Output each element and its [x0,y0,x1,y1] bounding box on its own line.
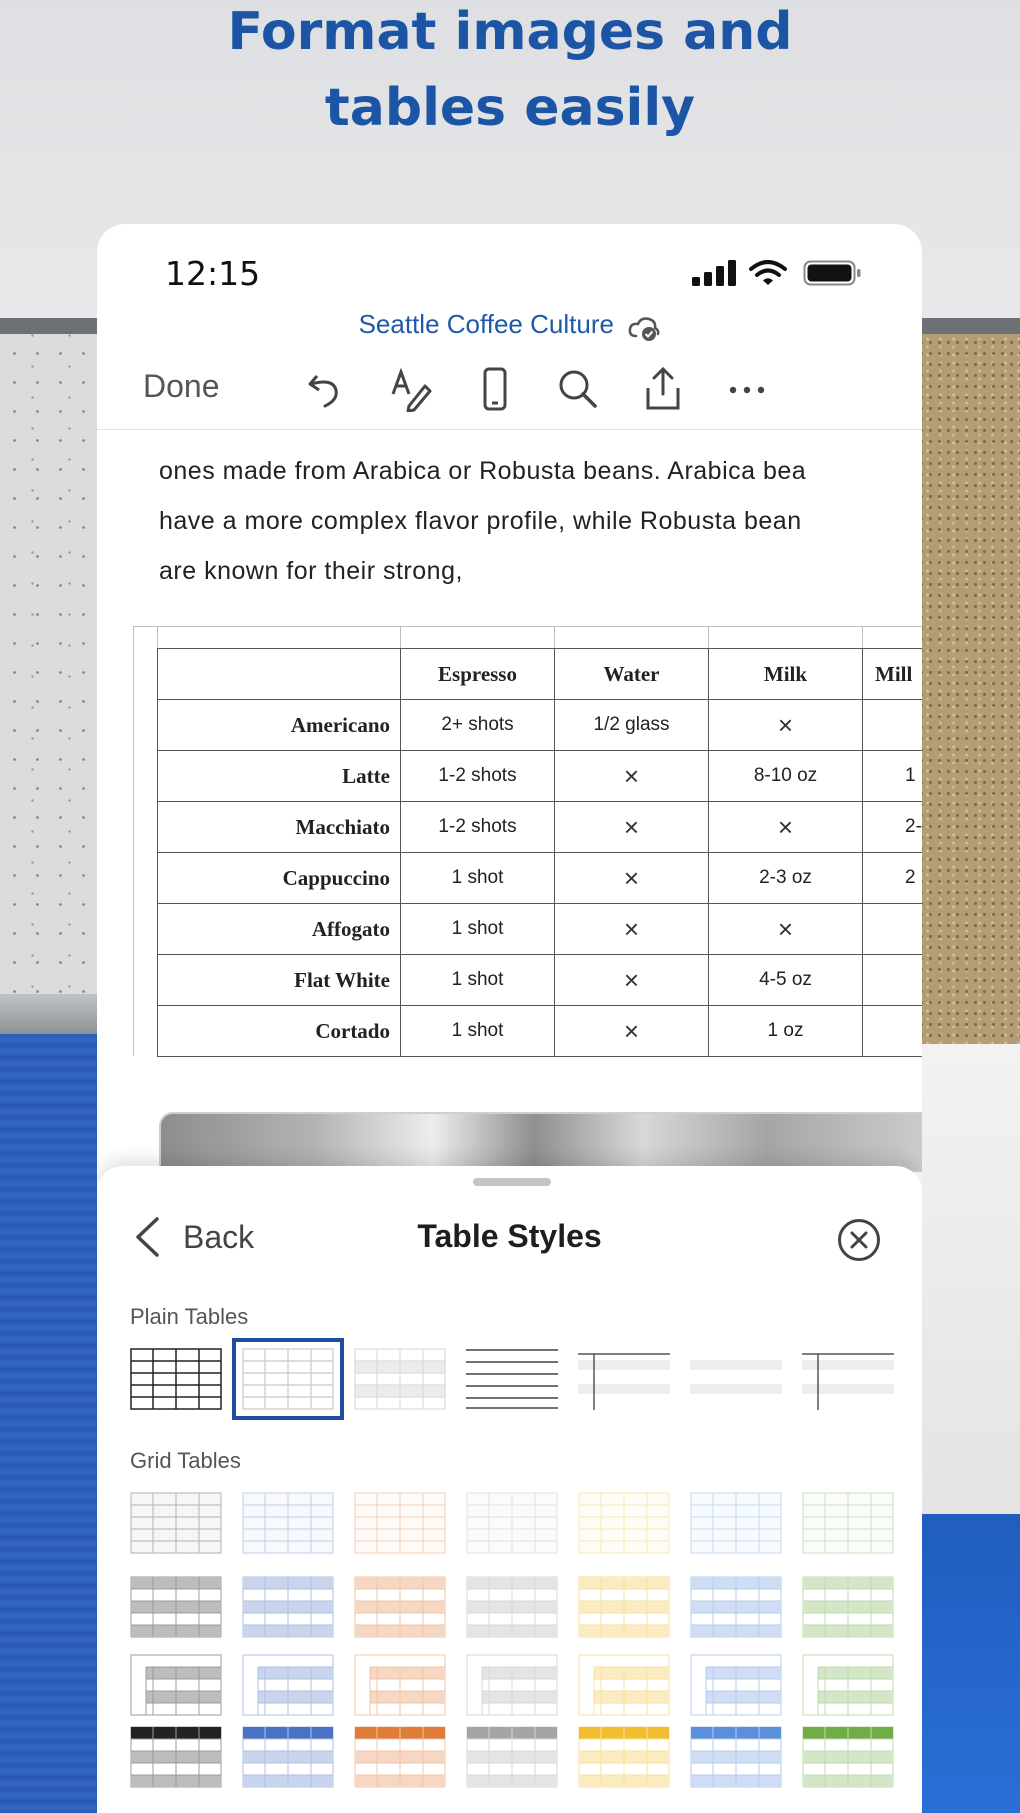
body-line[interactable]: are known for their strong, [159,557,463,585]
grid-tables-row [130,1726,900,1796]
status-time: 12:15 [165,254,261,293]
table-cell[interactable]: 1 [863,751,923,802]
table-style-swatch[interactable] [466,1726,558,1788]
backdrop-corkboard [915,334,1020,1044]
table-cell[interactable]: 2- [863,802,923,853]
table-row [158,853,923,904]
table-style-swatch[interactable] [130,1726,222,1788]
table-cell[interactable]: 1-2 shots [401,751,555,802]
table-row-label[interactable]: Affogato [158,904,401,955]
table-row-label[interactable]: Latte [158,751,401,802]
table-row-label[interactable]: Cappuccino [158,853,401,904]
table-cell[interactable]: 1 shot [401,1006,555,1057]
table-style-swatch[interactable] [802,1654,894,1716]
status-bar [97,224,922,294]
phone-screen [97,224,922,1813]
table-style-swatch[interactable] [802,1492,894,1554]
table-style-swatch[interactable] [466,1654,558,1716]
table-cell[interactable]: × [555,955,709,1006]
table-cell[interactable]: 1 shot [401,853,555,904]
table-style-swatch[interactable] [466,1492,558,1554]
table-cell[interactable]: × [555,802,709,853]
table-style-swatch[interactable] [578,1576,670,1638]
table-style-swatch[interactable] [242,1576,334,1638]
table-cell[interactable]: 2-3 oz [709,853,863,904]
section-label-plain-tables: Plain Tables [130,1304,249,1329]
table-style-swatch[interactable] [130,1654,222,1716]
table-style-swatch[interactable] [354,1348,446,1410]
table-cell[interactable]: 8-10 oz [709,751,863,802]
table-header-cell[interactable]: Water [555,649,709,700]
table-header-cell[interactable]: Mill [863,649,923,700]
table-style-swatch[interactable] [242,1492,334,1554]
table-styles-sheet [97,1166,922,1813]
table-style-swatch[interactable] [690,1576,782,1638]
table-header-cell[interactable]: Espresso [401,649,555,700]
table-cell[interactable] [863,700,923,751]
backdrop-speckled-wall [0,334,110,994]
mobile-view-icon[interactable] [472,366,518,412]
table-cell[interactable]: 1 shot [401,904,555,955]
table-style-swatch-selected[interactable] [242,1348,334,1410]
table-header-cell[interactable]: Milk [709,649,863,700]
table-style-swatch[interactable] [130,1492,222,1554]
sheet-title: Table Styles [417,1218,602,1254]
coffee-table[interactable] [157,648,922,1057]
table-style-swatch[interactable] [802,1576,894,1638]
table-style-swatch[interactable] [242,1654,334,1716]
plain-tables-row [130,1348,900,1418]
table-style-swatch[interactable] [578,1726,670,1788]
document-title-row[interactable] [97,304,922,344]
table-cell[interactable]: 2 [863,853,923,904]
table-cell[interactable]: × [555,853,709,904]
table-style-swatch[interactable] [466,1576,558,1638]
body-line[interactable]: ones made from Arabica or Robusta beans. Arabica bea [159,457,807,485]
wifi-icon [749,260,787,286]
table-cell[interactable]: 4-5 oz [709,955,863,1006]
table-style-swatch[interactable] [354,1492,446,1554]
table-style-swatch[interactable] [690,1492,782,1554]
table-row-label[interactable]: Cortado [158,1006,401,1057]
toolbar [97,354,922,424]
table-cell[interactable]: × [709,904,863,955]
table-gridline-row [133,626,922,648]
grid-tables-row [130,1654,900,1724]
table-row-label[interactable]: Macchiato [158,802,401,853]
table-cell[interactable]: 1 shot [401,955,555,1006]
table-cell[interactable]: × [709,700,863,751]
sheet-grabber-handle[interactable] [473,1178,551,1186]
table-row [158,751,923,802]
document-image[interactable] [159,1112,922,1172]
grid-tables-row [130,1576,900,1646]
backdrop-blue-panel [915,1514,1020,1813]
table-cell[interactable] [863,1006,923,1057]
table-cell[interactable] [863,904,923,955]
backdrop-ledge [0,994,110,1034]
share-icon[interactable] [640,366,686,412]
table-cell[interactable]: × [709,802,863,853]
table-cell[interactable]: 1/2 glass [555,700,709,751]
promo-headline-line-1: Format images and [227,2,793,62]
table-style-swatch[interactable] [690,1348,782,1410]
promo-headline [0,0,1020,146]
table-cell[interactable] [863,955,923,1006]
table-style-swatch[interactable] [578,1492,670,1554]
table-style-swatch[interactable] [802,1348,894,1410]
table-header-cell[interactable] [158,649,401,700]
table-row-label[interactable]: Americano [158,700,401,751]
draw-pen-icon[interactable] [387,366,433,412]
table-gridline [133,626,134,1056]
table-cell[interactable]: 1-2 shots [401,802,555,853]
back-button-label: Back [183,1218,255,1255]
table-row [158,700,923,751]
table-cell[interactable]: 1 oz [709,1006,863,1057]
cloud-check-icon [628,316,660,342]
close-icon[interactable] [837,1218,881,1262]
battery-icon [803,260,861,286]
table-cell[interactable]: × [555,751,709,802]
table-style-swatch[interactable] [466,1348,558,1410]
table-cell[interactable]: 2+ shots [401,700,555,751]
table-style-swatch[interactable] [690,1654,782,1716]
document-body-text[interactable] [159,446,922,596]
backdrop-shelf [915,1044,1020,1514]
table-style-swatch[interactable] [690,1726,782,1788]
more-icon[interactable] [724,366,770,412]
table-style-swatch[interactable] [578,1654,670,1716]
table-style-swatch[interactable] [130,1348,222,1410]
table-row [158,904,923,955]
document-table-area[interactable] [133,626,922,1056]
table-header-row [158,649,923,700]
table-row [158,1006,923,1057]
table-style-swatch[interactable] [354,1576,446,1638]
document-title[interactable]: Seattle Coffee Culture [358,309,614,339]
table-cell[interactable]: × [555,1006,709,1057]
promo-headline-line-2: tables easily [324,78,696,138]
toolbar-divider [97,429,922,430]
table-style-swatch[interactable] [578,1348,670,1410]
cellular-signal-icon [692,260,738,286]
done-button[interactable]: Done [143,368,220,404]
search-icon[interactable] [555,366,601,412]
table-style-swatch[interactable] [130,1576,222,1638]
undo-icon[interactable] [303,366,349,412]
grid-tables-row [130,1492,900,1562]
table-row-label[interactable]: Flat White [158,955,401,1006]
table-row [158,955,923,1006]
table-style-swatch[interactable] [242,1726,334,1788]
table-cell[interactable]: × [555,904,709,955]
table-style-swatch[interactable] [354,1654,446,1716]
table-row [158,802,923,853]
body-line[interactable]: have a more complex flavor profile, while Robusta bean [159,507,802,535]
table-style-swatch[interactable] [802,1726,894,1788]
section-label-grid-tables: Grid Tables [130,1448,241,1473]
table-style-swatch[interactable] [354,1726,446,1788]
backdrop-blue-surface [0,1034,100,1813]
